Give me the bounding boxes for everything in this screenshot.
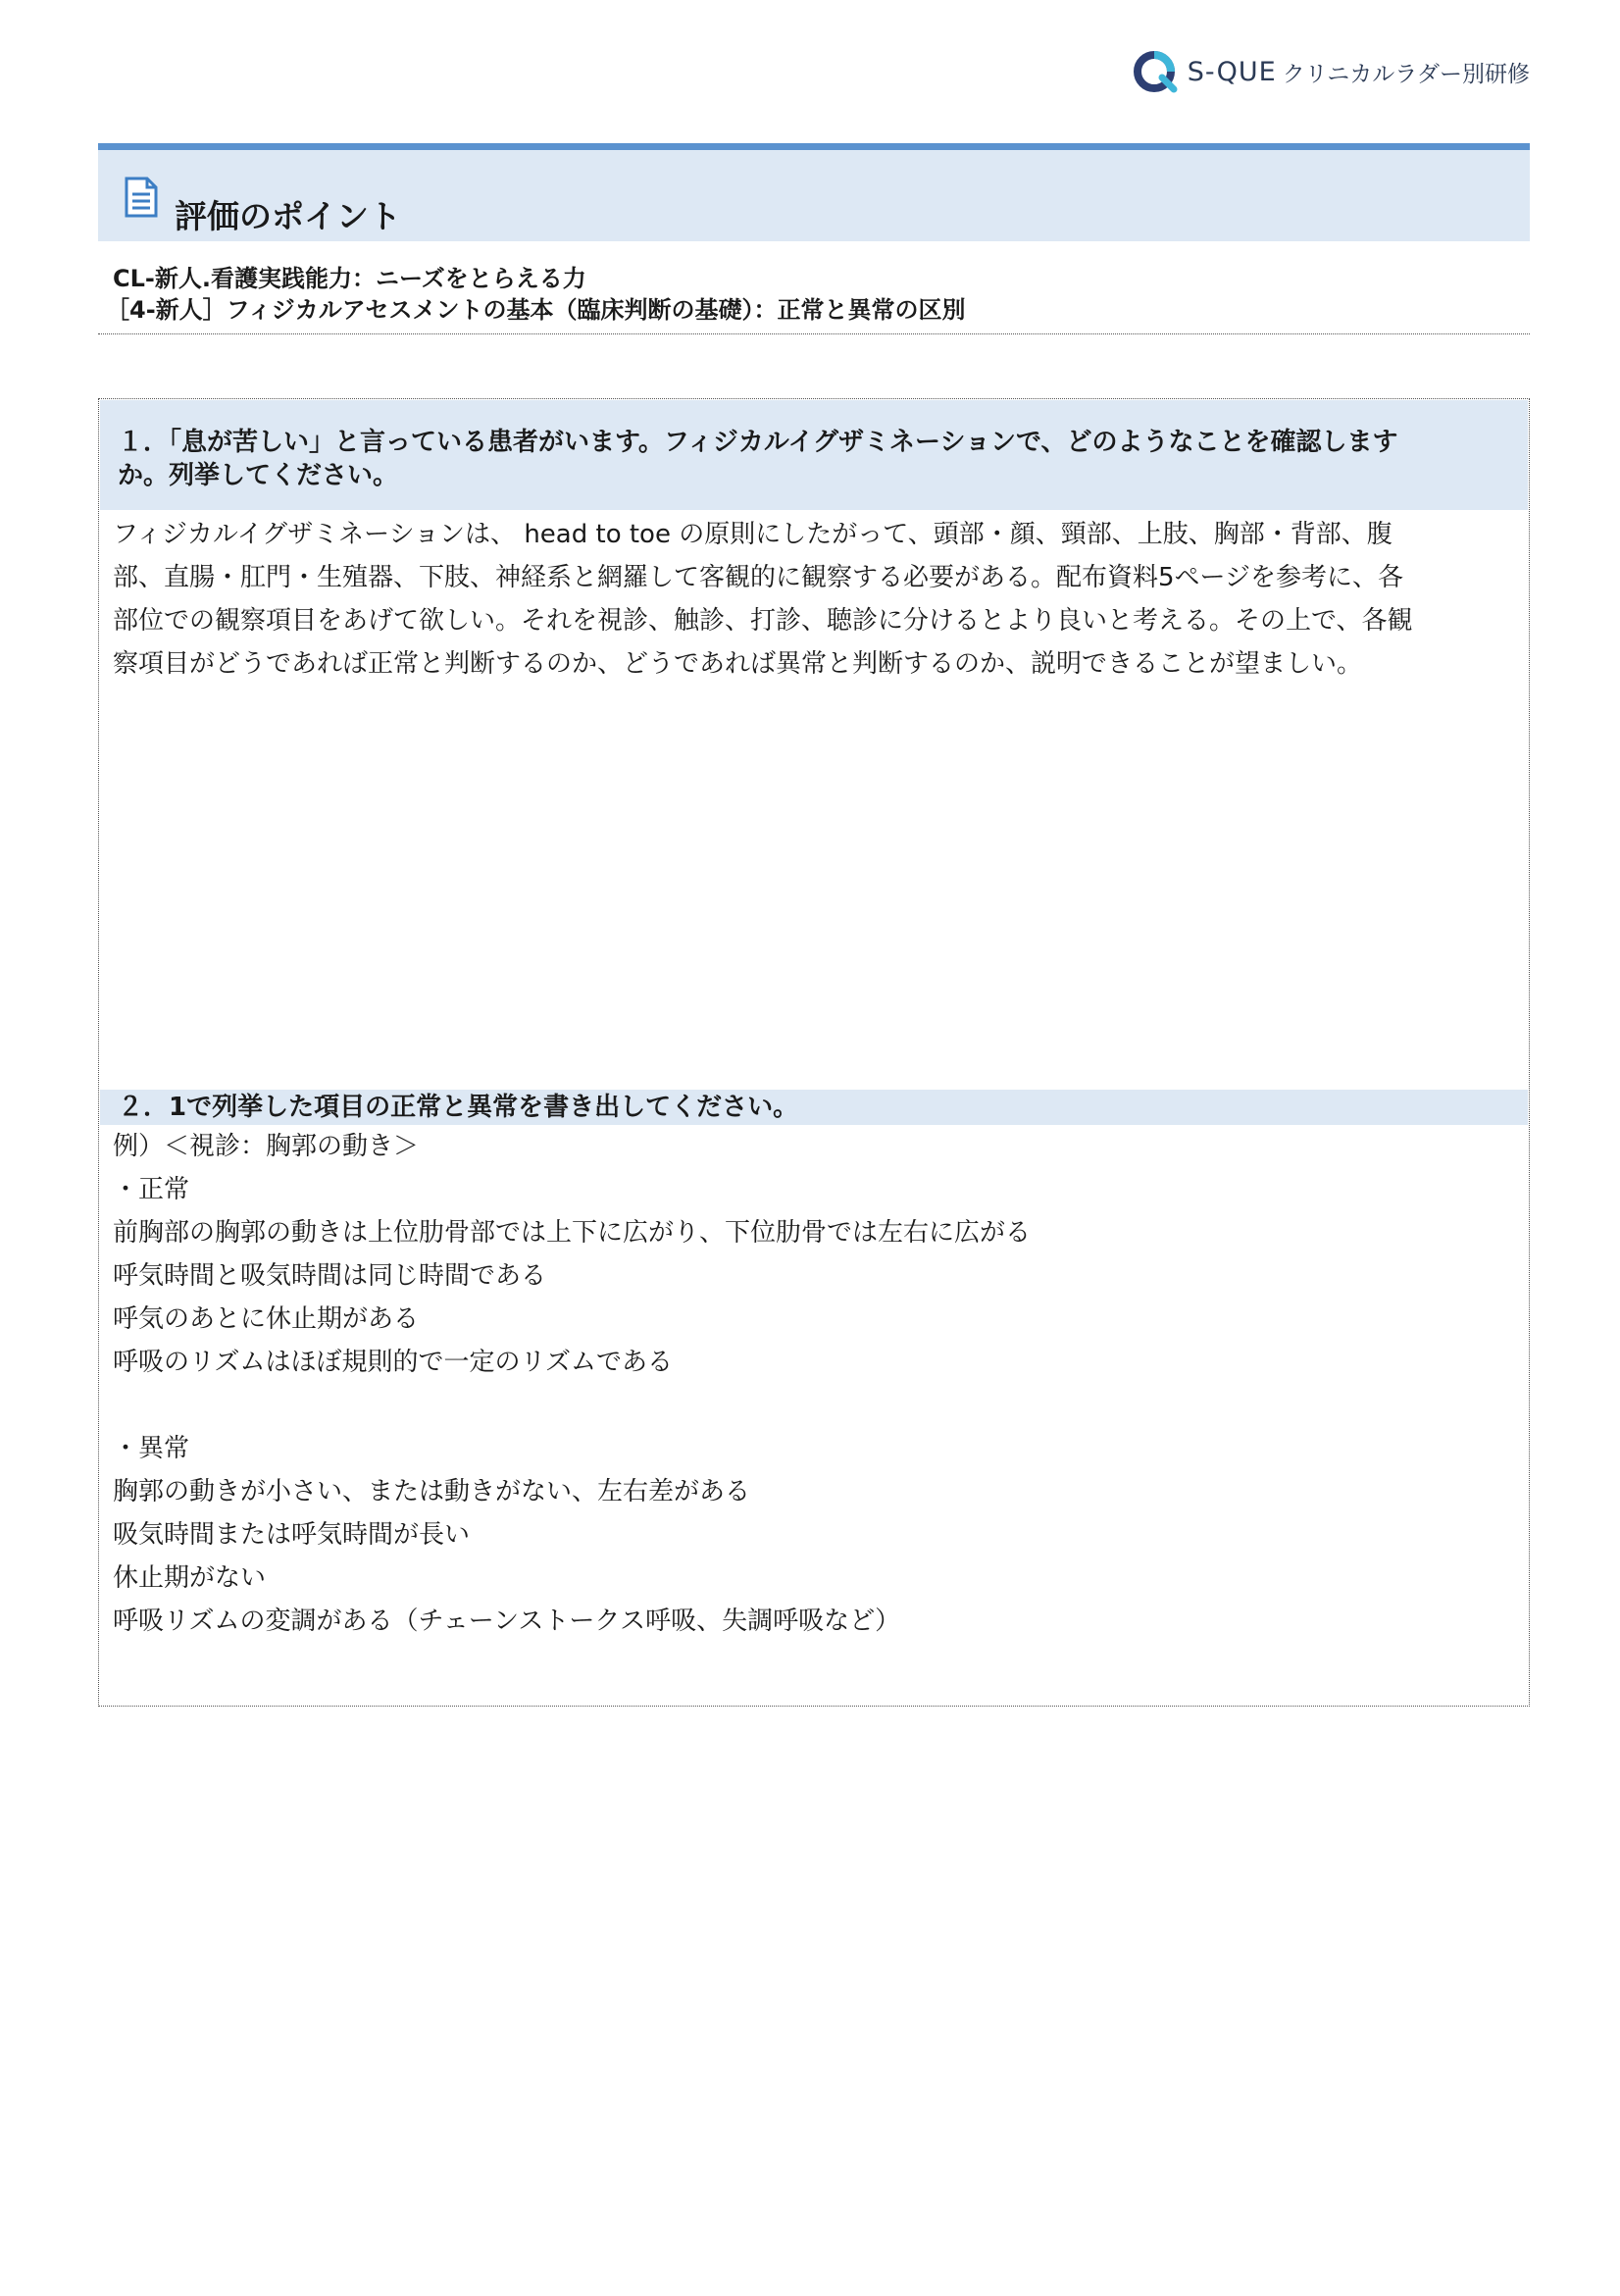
example-label: 例）＜視診：胸郭の動き＞ xyxy=(113,1132,420,1161)
abnormal-item: 胸郭の動きが小さい、または動きがない、左右差がある xyxy=(113,1477,751,1506)
section-header xyxy=(98,143,1530,241)
answer-1-line: 部位での観察項目をあげて欲しい。それを視診、触診、打診、聴診に分けるとより良いと考える。その上で、各観 xyxy=(113,606,1413,636)
answer-1-line: 察項目がどうであれば正常と判断するのか、どうであれば異常と判断するのか、説明できることが望ましい。 xyxy=(113,649,1363,679)
logo-subtitle: クリニカルラダー別研修 xyxy=(1282,61,1530,87)
abnormal-item: 吸気時間または呼気時間が長い xyxy=(113,1520,471,1550)
divider xyxy=(98,333,1530,334)
question-2: ２．1で列挙した項目の正常と異常を書き出してください。 xyxy=(100,1090,1528,1125)
topic-heading: ［4-新人］フィジカルアセスメントの基本（臨床判断の基礎）：正常と異常の区別 xyxy=(106,296,966,324)
question-1 xyxy=(100,400,1528,510)
evaluation-box xyxy=(98,398,1530,1707)
normal-heading: ・正常 xyxy=(113,1175,190,1204)
logo-brand-text: S-QUE xyxy=(1187,56,1277,87)
normal-item: 呼気のあとに休止期がある xyxy=(113,1304,420,1334)
answer-1 xyxy=(113,513,1515,686)
answer-2 xyxy=(113,1125,1515,1643)
competency-heading: CL-新人.看護実践能力：ニーズをとらえる力 xyxy=(113,265,586,292)
question-1-line-2: か。列挙してください。 xyxy=(118,461,399,490)
spacer xyxy=(113,1384,1515,1427)
normal-item: 呼気時間と吸気時間は同じ時間である xyxy=(113,1261,547,1291)
question-1-line-1: １．「息が苦しい」と言っている患者がいます。フィジカルイグザミネーションで、どのようなことを確認します xyxy=(118,428,1398,457)
page-title: 評価のポイント xyxy=(175,197,401,235)
abnormal-heading: ・異常 xyxy=(113,1434,190,1463)
document-icon xyxy=(124,176,159,223)
abnormal-item: 休止期がない xyxy=(113,1563,267,1593)
normal-item: 呼吸のリズムはほぼ規則的で一定のリズムである xyxy=(113,1348,673,1377)
normal-item: 前胸部の胸郭の動きは上位肋骨部では上下に広がり、下位肋骨では左右に広がる xyxy=(113,1218,1032,1248)
logo-ring-icon xyxy=(1133,47,1182,96)
answer-1-line: フィジカルイグザミネーションは、 head to toe の原則にしたがって、頭部・顔、頸部、上肢、胸部・背部、腹 xyxy=(113,520,1392,549)
abnormal-item: 呼吸リズムの変調がある（チェーンストークス呼吸、失調呼吸など） xyxy=(113,1607,901,1636)
brand-logo xyxy=(1133,47,1530,96)
answer-1-line: 部、直腸・肛門・生殖器、下肢、神経系と網羅して客観的に観察する必要がある。配布資料5ページを参考に、各 xyxy=(113,563,1404,592)
